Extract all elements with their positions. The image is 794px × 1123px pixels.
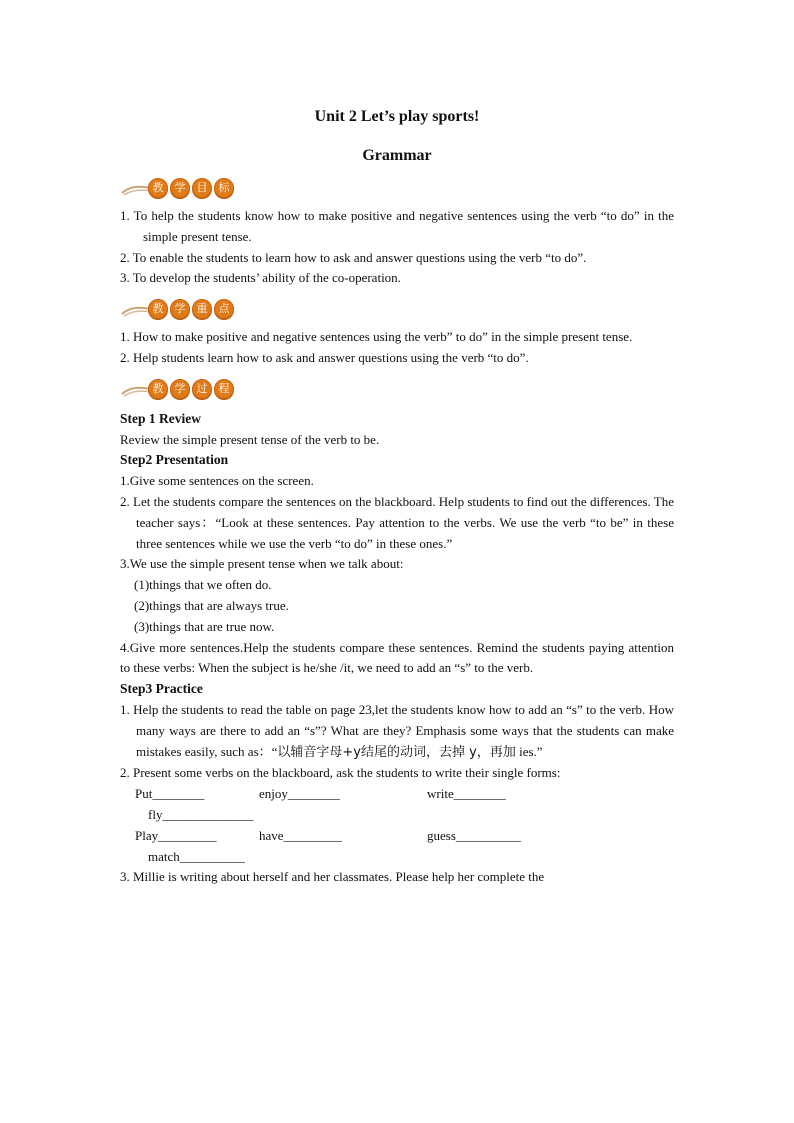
page-subtitle: Grammar	[362, 147, 432, 164]
step-text: 3.We use the simple present tense when we talk about:	[120, 556, 404, 572]
step-text	[120, 700, 674, 763]
objective-item: 1. To help the students know how to make positive and negative sentences using the verb “to do” in the simple present tense.	[120, 208, 674, 244]
badge-char: 学	[170, 178, 190, 198]
badge-char: 重	[192, 299, 212, 319]
blank-item: Play_________	[135, 827, 217, 843]
badge-char: 教	[148, 379, 168, 399]
badge-char: 学	[170, 379, 190, 399]
process-badge	[120, 375, 674, 403]
step-heading: Step 1 Review	[120, 410, 201, 426]
step-subitem: (3)things that are true now.	[134, 618, 275, 634]
badge-char: 过	[192, 379, 212, 399]
objectives-badge	[120, 174, 674, 202]
badge-char: 点	[214, 299, 234, 319]
step-subitem: (1)things that we often do.	[134, 577, 272, 593]
key-point-item: 1. How to make positive and negative sentences using the verb” to do” in the simple present tense.	[120, 329, 633, 345]
blank-item: guess__________	[427, 827, 521, 843]
blank-item: fly______________	[148, 806, 254, 822]
blank-item: have_________	[259, 827, 343, 843]
blank-item: enjoy________	[259, 786, 340, 802]
step-text: 2. Let the students compare the sentences on the blackboard. Help students to find out the differences. The teacher says：“Look at these sentences. Pay attention to the verbs. We use the verb “to be” in these three sentences while we use the verb “to do” in these ones.”	[120, 493, 674, 551]
step-text: 3. Millie is writing about herself and her classmates. Please help her complete the	[120, 869, 545, 885]
key-point-item: 2. Help students learn how to ask and answer questions using the verb “to do”.	[120, 349, 529, 365]
step-text: 4.Give more sentences.Help the students compare these sentences. Remind the students paying attention to these verbs: When the subject is he/she /it, we need to add an “s” to the verb.	[120, 639, 674, 676]
blank-item: Put________	[135, 786, 205, 802]
objective-item: 2. To enable the students to learn how to ask and answer questions using the verb “to do”.	[120, 249, 587, 265]
page-title: Unit 2 Let’s play sports!	[314, 108, 480, 125]
badge-char: 标	[214, 178, 234, 198]
badge-char: 目	[192, 178, 212, 198]
step-text-end: ies.”	[515, 743, 543, 759]
blank-row	[120, 826, 674, 847]
step-heading: Step3 Practice	[120, 681, 203, 697]
step-text: 2. Present some verbs on the blackboard, ask the students to write their single forms:	[120, 765, 561, 781]
step-text: 1.Give some sentences on the screen.	[120, 473, 314, 489]
step-subitem: (2)things that are always true.	[134, 597, 289, 613]
badge-char: 学	[170, 299, 190, 319]
objective-item: 3. To develop the students’ ability of the co-operation.	[120, 270, 401, 286]
blank-item: write________	[427, 786, 506, 802]
badge-char: 程	[214, 379, 234, 399]
step-text-en: 1. Help the students to read the table on page 23,let the students know how to add an “s” to the verb. How many ways are there to add an “s”? What are they? Emphasis some ways that the students can make mistakes easily, such as：“	[120, 701, 674, 759]
blank-item: match__________	[148, 848, 245, 864]
step-heading: Step2 Presentation	[120, 452, 229, 468]
badge-char: 教	[148, 178, 168, 198]
step-text: Review the simple present tense of the verb to be.	[120, 431, 380, 447]
key-points-badge	[120, 295, 674, 323]
badge-char: 教	[148, 299, 168, 319]
step-text-zh: 以辅音字母+y结尾的动词，去掉 y，再加	[277, 744, 516, 760]
blank-row	[120, 784, 674, 805]
document-page	[120, 104, 674, 888]
